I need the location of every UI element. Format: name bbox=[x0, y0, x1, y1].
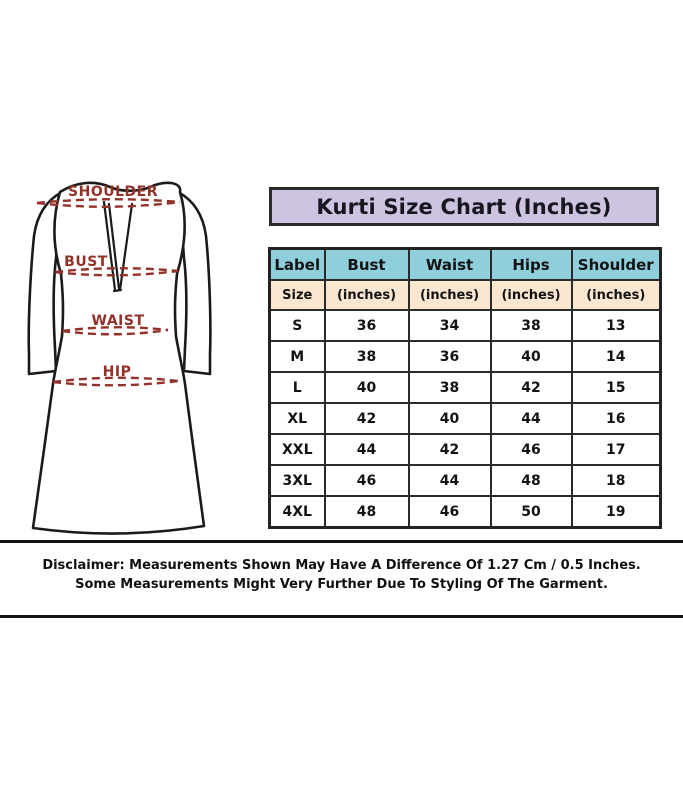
bust-label: BUST bbox=[64, 254, 108, 270]
disclaimer bbox=[0, 556, 683, 594]
hips-cell: 38 bbox=[491, 310, 572, 341]
col-header-shoulder: Shoulder bbox=[572, 249, 661, 281]
shoulder-cell: 16 bbox=[572, 403, 661, 434]
hips-cell: 50 bbox=[491, 496, 572, 528]
waist-cell: 46 bbox=[409, 496, 491, 528]
table-header-row bbox=[270, 249, 661, 281]
divider-line-bottom bbox=[0, 615, 683, 618]
size-cell: 3XL bbox=[270, 465, 325, 496]
size-cell: S bbox=[270, 310, 325, 341]
body-outline bbox=[33, 183, 204, 534]
shoulder-cell: 15 bbox=[572, 372, 661, 403]
bust-cell: 44 bbox=[325, 434, 409, 465]
kurti-measurement-diagram bbox=[20, 178, 242, 550]
bust-cell: 38 bbox=[325, 341, 409, 372]
table-row bbox=[270, 341, 661, 372]
table-row bbox=[270, 434, 661, 465]
col-header-waist: Waist bbox=[409, 249, 491, 281]
waist-label: WAIST bbox=[91, 313, 145, 329]
subheader-unit-bust: (inches) bbox=[325, 280, 409, 310]
subheader-size: Size bbox=[270, 280, 325, 310]
disclaimer-line-1: Disclaimer: Measurements Shown May Have A Difference Of 1.27 Cm / 0.5 Inches. bbox=[42, 558, 641, 573]
size-cell: XL bbox=[270, 403, 325, 434]
waist-cell: 34 bbox=[409, 310, 491, 341]
size-cell: M bbox=[270, 341, 325, 372]
divider-line-top bbox=[0, 540, 683, 543]
waist-cell: 36 bbox=[409, 341, 491, 372]
shoulder-cell: 19 bbox=[572, 496, 661, 528]
disclaimer-line-2: Some Measurements Might Very Further Due To Styling Of The Garment. bbox=[75, 577, 608, 592]
subheader-unit-shoulder: (inches) bbox=[572, 280, 661, 310]
size-cell: XXL bbox=[270, 434, 325, 465]
kurti-drawing bbox=[20, 178, 242, 550]
chart-title: Kurti Size Chart (Inches) bbox=[316, 194, 612, 219]
table-row bbox=[270, 372, 661, 403]
size-table bbox=[268, 247, 662, 529]
size-cell: 4XL bbox=[270, 496, 325, 528]
waist-cell: 38 bbox=[409, 372, 491, 403]
bust-cell: 46 bbox=[325, 465, 409, 496]
hips-cell: 48 bbox=[491, 465, 572, 496]
subheader-unit-hips: (inches) bbox=[491, 280, 572, 310]
shoulder-cell: 13 bbox=[572, 310, 661, 341]
hips-cell: 46 bbox=[491, 434, 572, 465]
col-header-hips: Hips bbox=[491, 249, 572, 281]
bust-cell: 42 bbox=[325, 403, 409, 434]
hips-cell: 44 bbox=[491, 403, 572, 434]
hips-cell: 42 bbox=[491, 372, 572, 403]
waist-cell: 44 bbox=[409, 465, 491, 496]
col-header-bust: Bust bbox=[325, 249, 409, 281]
bust-cell: 48 bbox=[325, 496, 409, 528]
hips-cell: 40 bbox=[491, 341, 572, 372]
bust-cell: 36 bbox=[325, 310, 409, 341]
hip-label: HIP bbox=[102, 364, 132, 380]
table-row bbox=[270, 496, 661, 528]
col-header-label: Label bbox=[270, 249, 325, 281]
shoulder-cell: 18 bbox=[572, 465, 661, 496]
shoulder-cell: 14 bbox=[572, 341, 661, 372]
shoulder-cell: 17 bbox=[572, 434, 661, 465]
table-row bbox=[270, 403, 661, 434]
waist-cell: 40 bbox=[409, 403, 491, 434]
bust-cell: 40 bbox=[325, 372, 409, 403]
table-subheader-row bbox=[270, 280, 661, 310]
table-row bbox=[270, 465, 661, 496]
chart-title-box bbox=[269, 187, 659, 226]
shoulder-label: SHOULDER bbox=[68, 184, 158, 200]
waist-cell: 42 bbox=[409, 434, 491, 465]
size-cell: L bbox=[270, 372, 325, 403]
subheader-unit-waist: (inches) bbox=[409, 280, 491, 310]
table-row bbox=[270, 310, 661, 341]
